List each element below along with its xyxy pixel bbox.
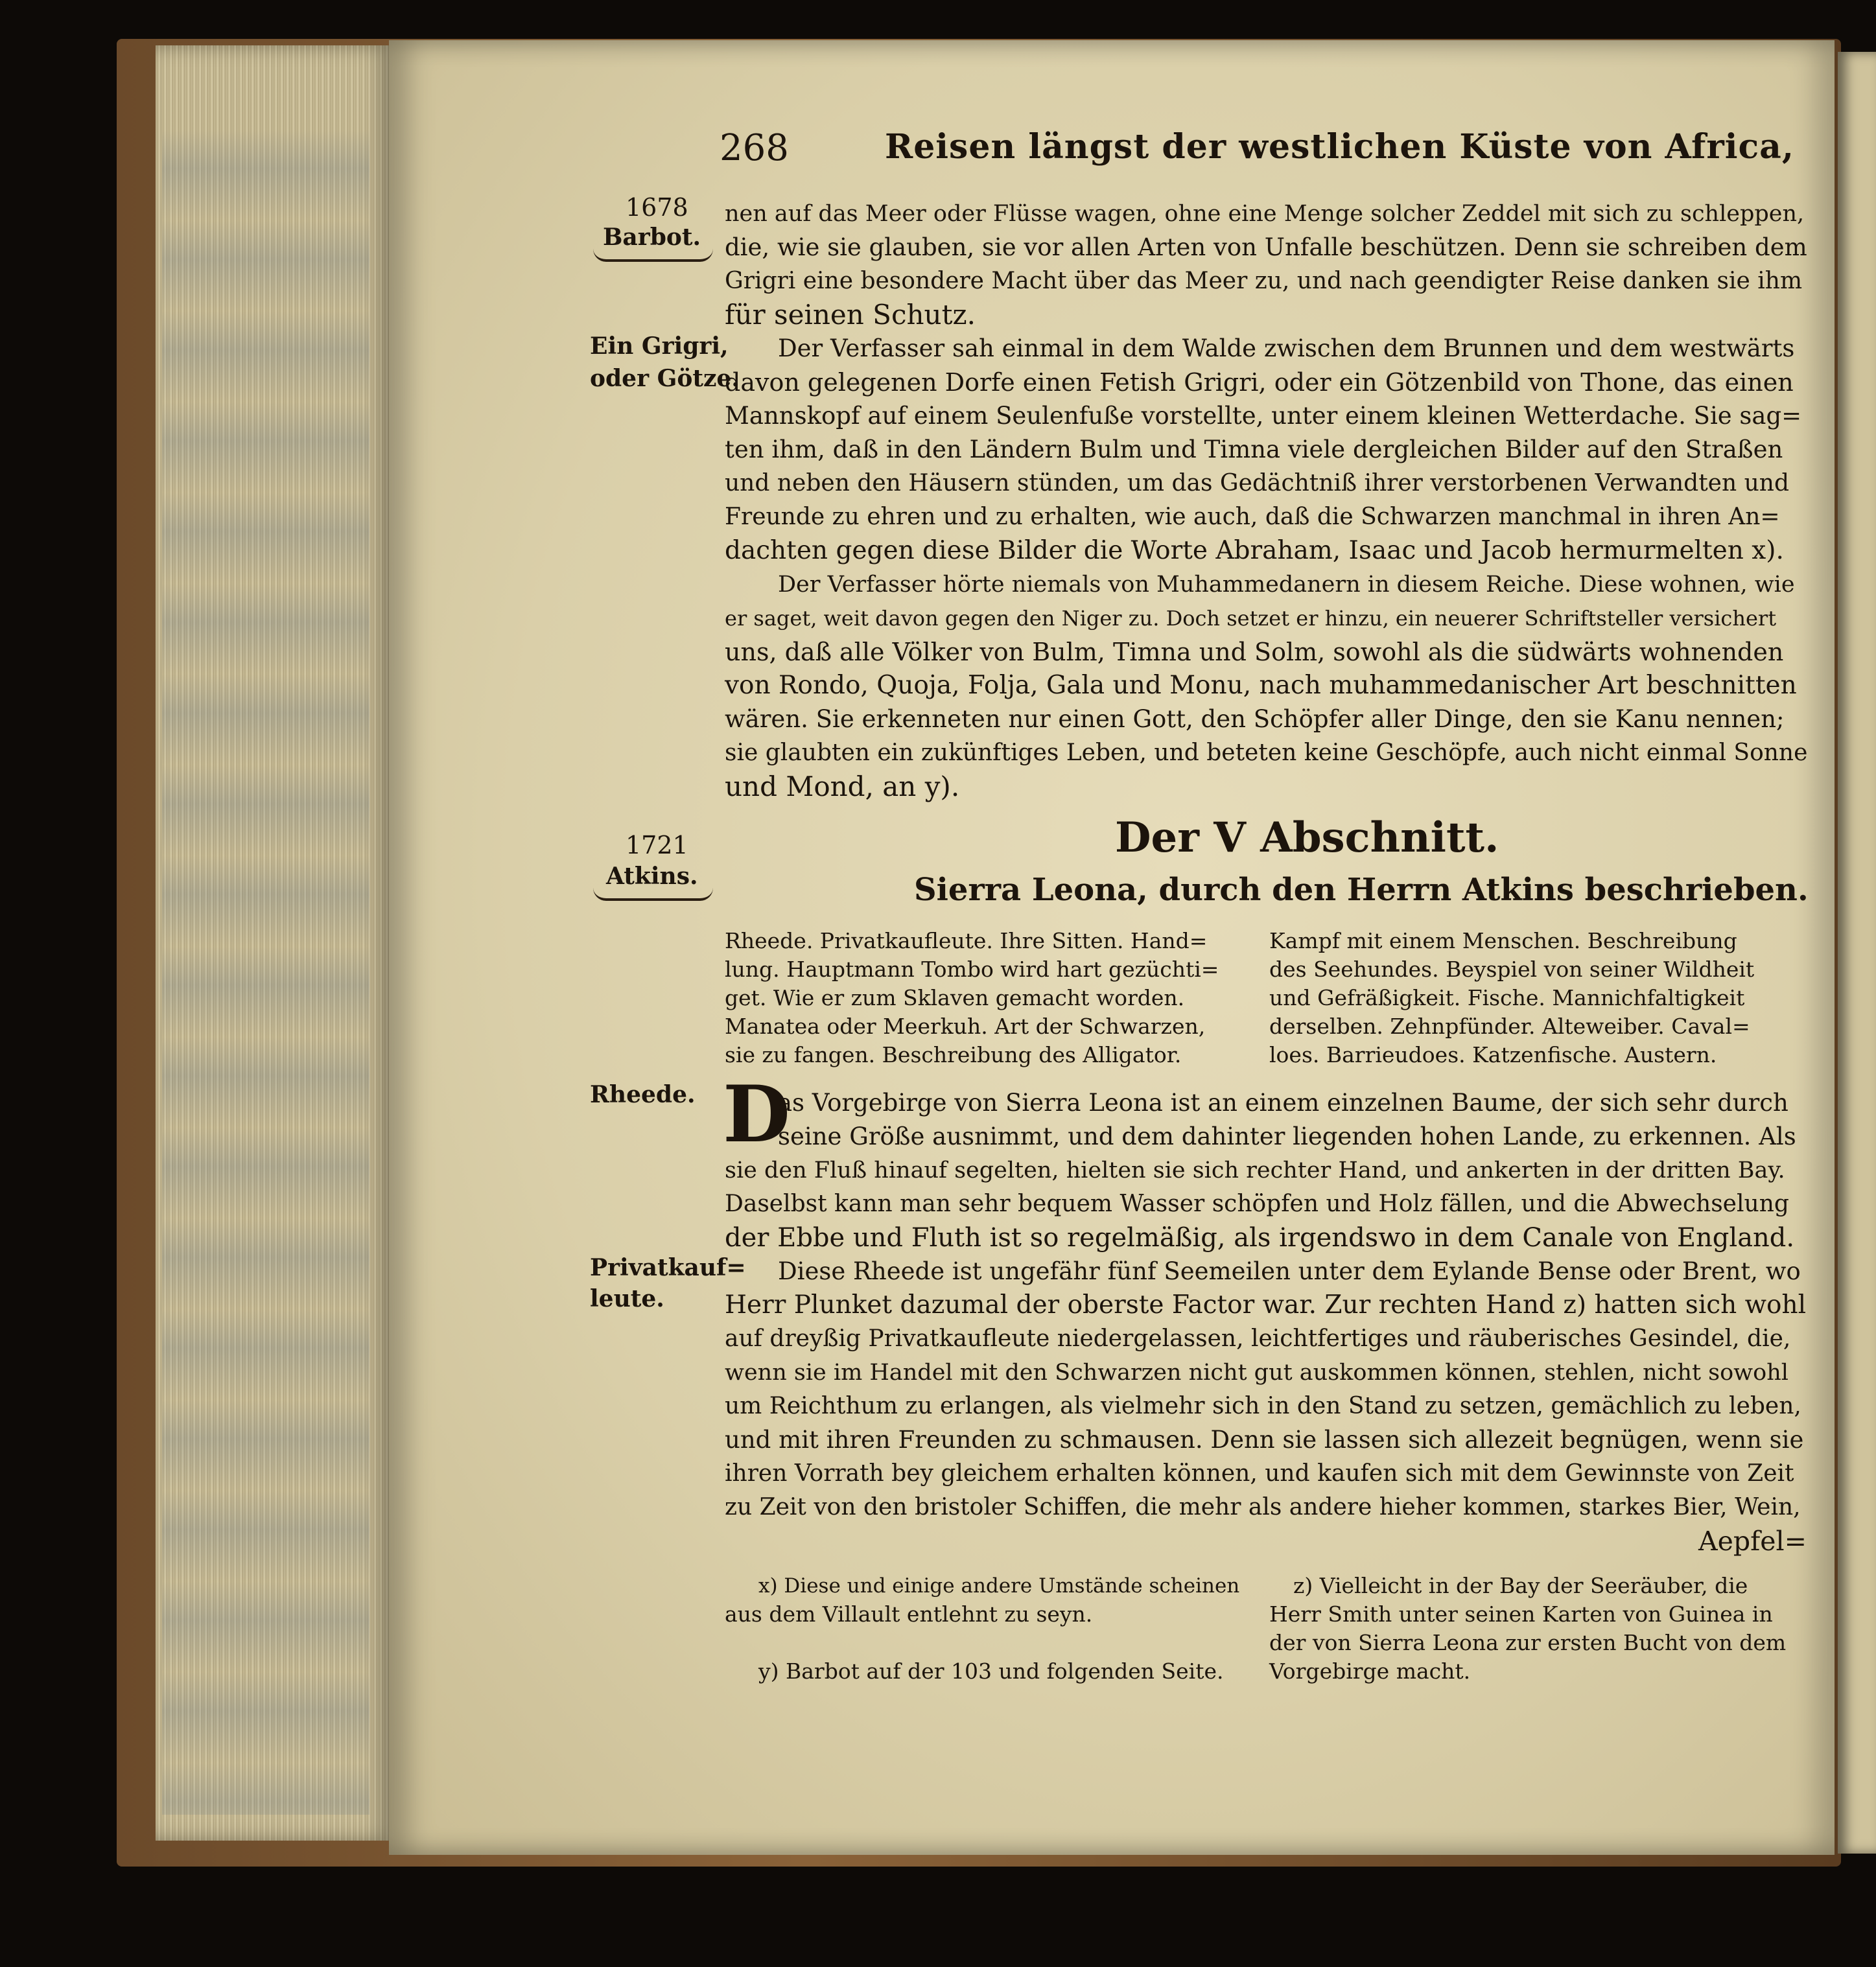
- body-line: der Ebbe und Fluth ist so regelmäßig, als irgendswo in dem Canale von England.: [725, 1223, 1795, 1253]
- body-line: Der Verfasser sah einmal in dem Walde zwischen dem Brunnen und dem westwärts: [778, 334, 1795, 362]
- body-line: ten ihm, daß in den Ländern Bulm und Timna viele dergleichen Bilder auf den Straßen: [725, 436, 1783, 463]
- margin-note-rheede: Rheede.: [590, 1081, 696, 1108]
- body-line: uns, daß alle Völker von Bulm, Timna und Solm, sowohl als die südwärts wohnenden: [725, 638, 1784, 666]
- margin-brace-2: [593, 888, 713, 901]
- body-line: nen auf das Meer oder Flüsse wagen, ohne eine Menge solcher Zeddel mit sich zu schleppen,: [725, 201, 1805, 227]
- footnote-line: aus dem Villault entlehnt zu seyn.: [725, 1601, 1093, 1627]
- margin-brace-1: [593, 249, 713, 262]
- body-line: und neben den Häusern stünden, um das Gedächtniß ihrer verstorbenen Verwandten und: [725, 470, 1790, 496]
- body-line: Grigri eine besondere Macht über das Meer zu, und nach geendigter Reise danken sie ihm: [725, 268, 1803, 294]
- margin-author-atkins: Atkins.: [606, 863, 698, 890]
- margin-author-barbot: Barbot.: [603, 224, 701, 251]
- facing-page-edge: [1838, 52, 1876, 1854]
- body-line: davon gelegenen Dorfe einen Fetish Grigri, oder ein Götzenbild von Thone, das einen: [725, 368, 1794, 397]
- margin-note-grigri-1: Ein Grigri,: [590, 332, 729, 360]
- body-line: ihren Vorrath bey gleichem erhalten können, und kaufen sich mit dem Gewinnste von Zeit: [725, 1460, 1794, 1487]
- margin-note-grigri-2: oder Götze.: [590, 365, 740, 392]
- body-line: und Mond, an y).: [725, 771, 960, 802]
- body-line: von Rondo, Quoja, Folja, Gala und Monu, nach muhammedanischer Art beschnitten: [725, 671, 1797, 700]
- summary-line: des Seehundes. Beyspiel von seiner Wildheit: [1269, 957, 1755, 982]
- body-line: as Vorgebirge von Sierra Leona ist an einem einzelnen Baume, der sich sehr durch: [778, 1089, 1788, 1117]
- summary-line: derselben. Zehnpfünder. Alteweiber. Caval=: [1269, 1014, 1750, 1039]
- running-title: Reisen längst der westlichen Küste von Africa,: [885, 127, 1794, 167]
- body-line: Daselbst kann man sehr bequem Wasser schöpfen und Holz fällen, und die Abwechselung: [725, 1191, 1789, 1217]
- body-line: Der Verfasser hörte niemals von Muhammedanern in diesem Reiche. Diese wohnen, wie: [778, 572, 1795, 598]
- summary-line: get. Wie er zum Sklaven gemacht worden.: [725, 985, 1185, 1010]
- body-line: wären. Sie erkenneten nur einen Gott, den Schöpfer aller Dinge, den sie Kanu nennen;: [725, 705, 1785, 733]
- summary-line: loes. Barrieudoes. Katzenfische. Austern.: [1269, 1042, 1717, 1067]
- footnote-line: Herr Smith unter seinen Karten von Guinea in: [1269, 1601, 1773, 1627]
- body-line: um Reichthum zu erlangen, als vielmehr sich in den Stand zu setzen, gemächlich zu leben,: [725, 1393, 1801, 1419]
- body-line: seine Größe ausnimmt, und dem dahinter liegenden hohen Lande, zu erkennen. Als: [778, 1123, 1796, 1150]
- section-subheading: Sierra Leona, durch den Herrn Atkins beschrieben.: [914, 872, 1809, 908]
- body-line: er saget, weit davon gegen den Niger zu. Doch setzet er hinzu, ein neuerer Schriftsteller versichert: [725, 606, 1777, 631]
- summary-line: Kampf mit einem Menschen. Beschreibung: [1269, 928, 1737, 953]
- footnote-line: z) Vielleicht in der Bay der Seeräuber, die: [1293, 1573, 1748, 1598]
- margin-year-1721: 1721: [626, 831, 688, 859]
- summary-line: sie zu fangen. Beschreibung des Alligator.: [725, 1042, 1182, 1067]
- body-line: sie glaubten ein zukünftiges Leben, und beteten keine Geschöpfe, auch nicht einmal Sonne: [725, 739, 1808, 766]
- footnote-line: y) Barbot auf der 103 und folgenden Seite.: [758, 1659, 1224, 1684]
- body-line: Freunde zu ehren und zu erhalten, wie auch, daß die Schwarzen manchmal in ihren An=: [725, 504, 1780, 530]
- page-number: 268: [720, 127, 789, 169]
- page-edge-stains: [162, 130, 369, 1815]
- footnote-line: der von Sierra Leona zur ersten Bucht von dem: [1269, 1630, 1787, 1655]
- footnote-line: Vorgebirge macht.: [1269, 1659, 1471, 1684]
- drop-cap: D: [723, 1069, 791, 1160]
- footnote-line: x) Diese und einige andere Umstände scheinen: [758, 1574, 1240, 1598]
- margin-note-privat-2: leute.: [590, 1285, 664, 1312]
- margin-year-1678: 1678: [626, 193, 688, 222]
- body-line: zu Zeit von den bristoler Schiffen, die mehr als andere hieher kommen, starkes Bier, Wein,: [725, 1494, 1801, 1520]
- body-line: dachten gegen diese Bilder die Worte Abraham, Isaac und Jacob hermurmelten x).: [725, 536, 1784, 565]
- summary-line: Manatea oder Meerkuh. Art der Schwarzen,: [725, 1014, 1206, 1039]
- body-line: sie den Fluß hinauf segelten, hielten sie sich rechter Hand, und ankerten in der dritten Bay.: [725, 1158, 1785, 1183]
- section-heading: Der V Abschnitt.: [1115, 813, 1499, 862]
- summary-line: Rheede. Privatkaufleute. Ihre Sitten. Hand=: [725, 928, 1208, 953]
- summary-line: lung. Hauptmann Tombo wird hart gezüchti=: [725, 957, 1219, 982]
- margin-note-privat-1: Privatkauf=: [590, 1254, 746, 1281]
- catchword: Aepfel=: [1698, 1526, 1807, 1557]
- body-line: Diese Rheede ist ungefähr fünf Seemeilen unter dem Eylande Bense oder Brent, wo: [778, 1257, 1801, 1285]
- body-line: Herr Plunket dazumal der oberste Factor war. Zur rechten Hand z) hatten sich wohl: [725, 1290, 1807, 1320]
- body-line: für seinen Schutz.: [725, 299, 976, 331]
- body-line: Mannskopf auf einem Seulenfuße vorstellte, unter einem kleinen Wetterdache. Sie sag=: [725, 402, 1802, 430]
- body-line: wenn sie im Handel mit den Schwarzen nicht gut auskommen können, stehlen, nicht sowohl: [725, 1360, 1788, 1386]
- body-line: die, wie sie glauben, sie vor allen Arten von Unfalle beschützen. Denn sie schreiben dem: [725, 233, 1807, 261]
- body-line: auf dreyßig Privatkaufleute niedergelassen, leichtfertiges und räuberisches Gesindel, die,: [725, 1325, 1791, 1352]
- body-line: und mit ihren Freunden zu schmausen. Denn sie lassen sich allezeit begnügen, wenn sie: [725, 1426, 1804, 1454]
- summary-line: und Gefräßigkeit. Fische. Mannichfaltigkeit: [1269, 985, 1745, 1010]
